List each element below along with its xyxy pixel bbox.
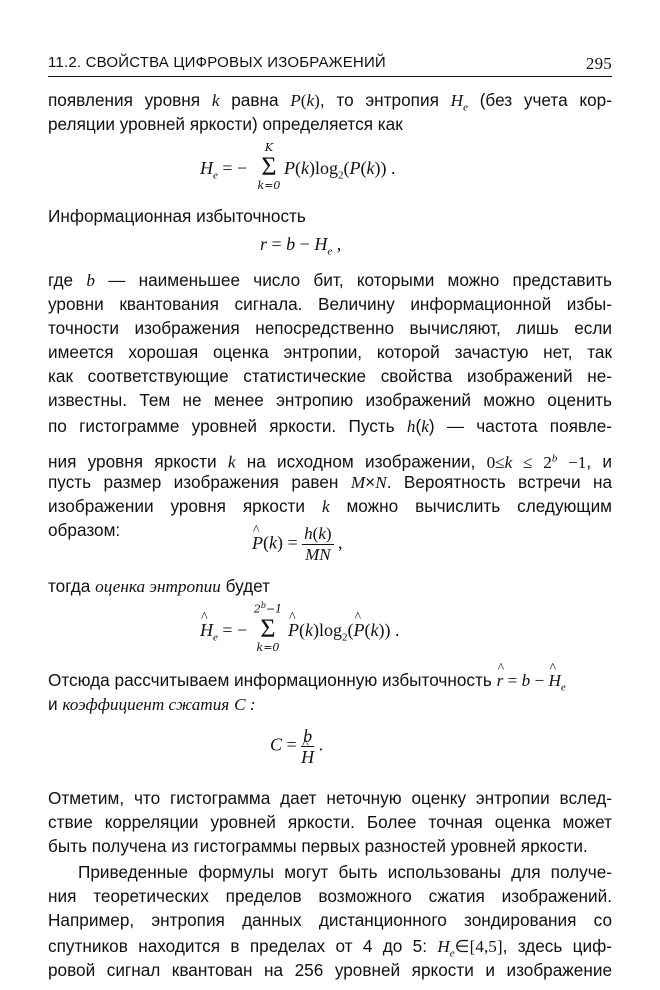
text-line: Отсюда рассчитываем информационную избыточность ^ r = b − ^ $H_e$ [48,668,612,699]
text-line: Информационная избыточность [48,206,306,226]
text-line: пусть размер изображения равен M×N. Вероятность встречи на [48,472,612,492]
compression-formula: C = b ^ H . [270,726,323,767]
text-line: точности изображения непосредственно вычисляют, лишь если [48,318,612,338]
text-line: появления уровня k равна P(k), то энтропия $H_e$ (без учета кор- [48,90,612,114]
text-line: имеется хорошая оценка энтропии, которой зачастую нет, так [48,342,612,362]
text-line: образом: [48,520,121,540]
text-line: уровни квантования сигнала. Величину информационной избы- [48,294,612,314]
text-line: реляции уровней яркости) определяется как [48,114,403,134]
text-line: изображении уровня яркости k можно вычислить следующим [48,496,612,516]
text-line: известны. Тем не менее энтропию изображений можно оценить [48,390,612,410]
text-line: ния уровня яркости k на исходном изображении, $0\le k \le 2^b -1$, и [48,451,613,472]
text-line: ствие корреляции уровней яркости. Более точная оценка может [48,812,612,832]
text-line: и коэффициент сжатия C : [48,694,256,714]
text-line: Приведенные формулы могут быть использованы для получе- [78,862,612,882]
text-line: быть получена из гистограммы первых разностей уровней яркости. [48,836,588,856]
text-line: ния теоретических пределов возможного сжатия изображений. [48,886,612,906]
text-line: Отметим, что гистограмма дает неточную оценку энтропии вслед- [48,788,612,808]
page-number: 295 [585,54,612,73]
text-line: по гистограмме уровней яркости. Пусть h(k) — частота появле- [48,416,612,436]
probability-formula: ^ P(k) = $\frac{h(k)}{MN}$ , [252,524,343,565]
text-line: тогда оценка энтропии будет [48,576,271,596]
book-page: 11.2. СВОЙСТВА ЦИФРОВЫХ ИЗОБРАЖЕНИЙ 295 появления уровня k равна P(k), то энтропия $H_e$ (без учета кор- реляции уровней яркости) определяется как $H_e$ = − K Σ k=0 $P(k)\log_2(P(k))$ . Информационная избыточность $r = b - H_e$ , где b — наименьшее число бит, которыми можно представить уровни квантования сигнала. Величину информационной избы- точности изображения непосредственно вычисляют, лишь если имеется хорошая оценка энтропии, которой зачастую нет, так как соответствующие статистические свойства изображений не- известны. Тем не менее энтропию изображений можно оценить по гистограмме уровней яркости. Пусть h(k) — частота появле- ния уровня яркости k на исходном изображении, $0\le k \le 2^b -1$, и пусть размер изображения равен M×N. Вероятность встречи на изображении уровня яркости k можно вычислить следующим образом: ^ P(k) = $\frac{h(k)}{MN}$ , тогда оценка энтропии будет ^ $H_e$ = − $2^b-1$ Σ k=0 ^ $P(k)\log_2(\^{}$ P(k)) . Отсюда рассчитываем информационную избыточность ^ r = b − ^ $H_e$ и коэффициент сжатия C : C = b ^ H . Отметим, что гистограмма дает неточную оценку энтропии вслед- ствие корреляции уровней яркости. Более точная оценка может быть получена из гистограммы первых разностей уровней яркости. Приведенные формулы могут быть использованы для получе- ния теоретических пределов возможного сжатия изображений. Например, энтропия данных дистанционного зондирования со спутников находится в пределах от 4 до 5: $H_e\in[4,5]$, здесь циф- ровой сигнал квантован на 256 уровней яркости и изображение [0,0,660,990]
text-line: спутников находится в пределах от 4 до 5: $H_e\in[4,5]$, здесь циф- [48,936,612,960]
running-header [48,54,612,77]
chapter-title: 11.2. СВОЙСТВА ЦИФРОВЫХ ИЗОБРАЖЕНИЙ [48,54,386,71]
text-line: где b — наименьшее число бит, которыми можно представить [48,270,612,290]
redundancy-formula: $r = b - H_e$ , [260,234,342,258]
text-line: Например, энтропия данных дистанционного зондирования со [48,910,612,930]
text-line: ровой сигнал квантован на 256 уровней яркости и изображение [48,960,612,980]
text-line: как соответствующие статистические свойства изображений не- [48,366,612,386]
